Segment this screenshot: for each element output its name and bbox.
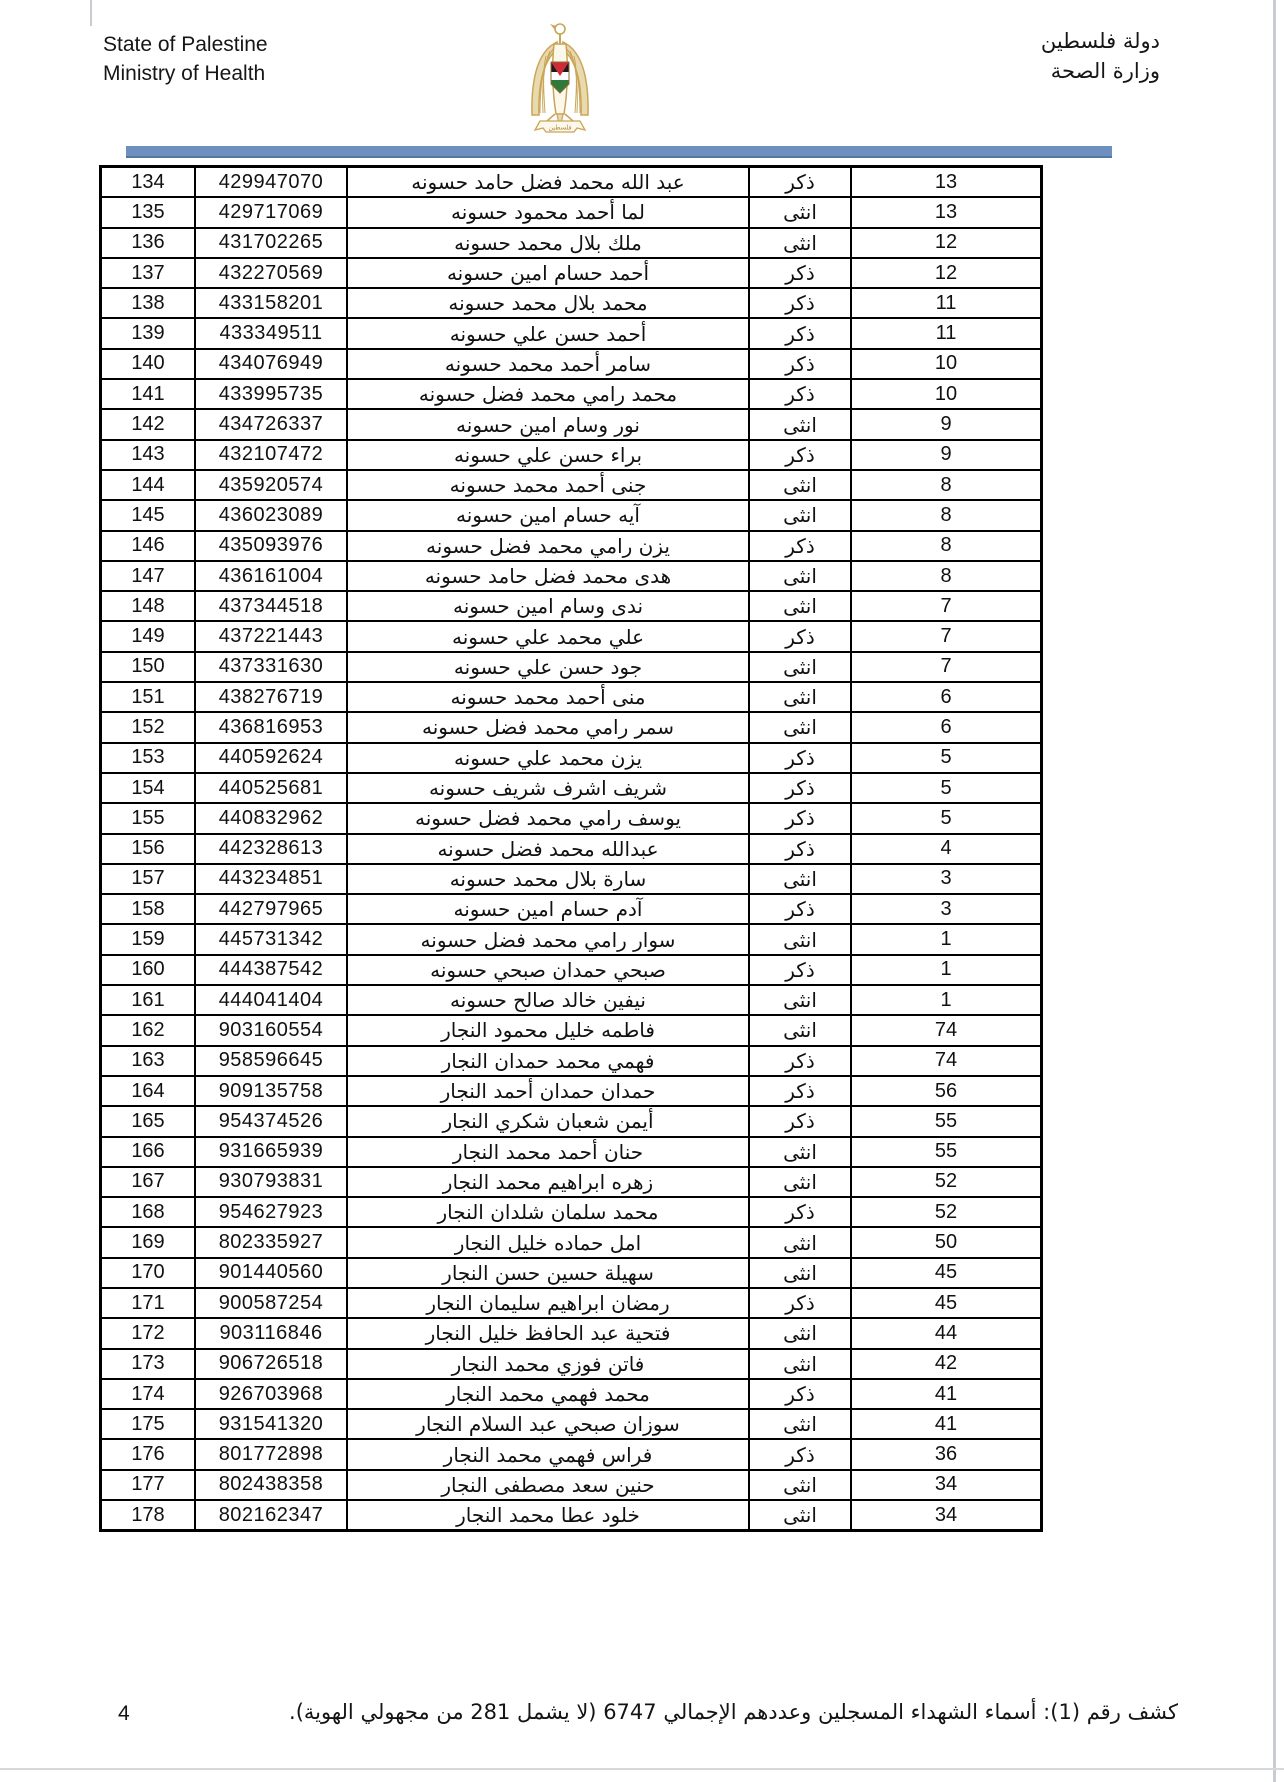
cell-age: 13 bbox=[851, 197, 1042, 227]
cell-name: صبحي حمدان صبحي حسونه bbox=[347, 955, 749, 985]
cell-row-number: 134 bbox=[101, 167, 196, 198]
cell-gender: ذكر bbox=[749, 349, 851, 379]
cell-age: 5 bbox=[851, 803, 1042, 833]
ministry-title-ar: وزارة الصحة bbox=[1050, 59, 1160, 83]
table-row bbox=[101, 955, 1042, 985]
cell-gender: انثى bbox=[749, 1500, 851, 1531]
table-row bbox=[101, 773, 1042, 803]
cell-id-number: 900587254 bbox=[195, 1288, 347, 1318]
cell-name: يزن محمد علي حسونه bbox=[347, 743, 749, 773]
cell-id-number: 930793831 bbox=[195, 1167, 347, 1197]
cell-row-number: 158 bbox=[101, 894, 196, 924]
cell-row-number: 164 bbox=[101, 1076, 196, 1106]
table-row bbox=[101, 1015, 1042, 1045]
cell-row-number: 136 bbox=[101, 228, 196, 258]
cell-gender: ذكر bbox=[749, 743, 851, 773]
table-row bbox=[101, 834, 1042, 864]
cell-gender: ذكر bbox=[749, 1197, 851, 1227]
cell-gender: انثى bbox=[749, 1167, 851, 1197]
cell-gender: ذكر bbox=[749, 773, 851, 803]
cell-name: آدم حسام امين حسونه bbox=[347, 894, 749, 924]
cell-id-number: 429717069 bbox=[195, 197, 347, 227]
cell-age: 50 bbox=[851, 1227, 1042, 1257]
cell-row-number: 167 bbox=[101, 1167, 196, 1197]
cell-age: 74 bbox=[851, 1046, 1042, 1076]
cell-gender: ذكر bbox=[749, 318, 851, 348]
table-row bbox=[101, 1046, 1042, 1076]
cell-gender: ذكر bbox=[749, 803, 851, 833]
cell-age: 9 bbox=[851, 409, 1042, 439]
cell-age: 56 bbox=[851, 1076, 1042, 1106]
table-row bbox=[101, 1288, 1042, 1318]
cell-age: 34 bbox=[851, 1500, 1042, 1531]
cell-id-number: 433158201 bbox=[195, 288, 347, 318]
table-row bbox=[101, 1106, 1042, 1136]
cell-age: 42 bbox=[851, 1349, 1042, 1379]
table-row bbox=[101, 409, 1042, 439]
table-row bbox=[101, 167, 1042, 198]
cell-gender: ذكر bbox=[749, 1106, 851, 1136]
cell-name: ندى وسام امين حسونه bbox=[347, 591, 749, 621]
cell-gender: انثى bbox=[749, 1349, 851, 1379]
cell-id-number: 433349511 bbox=[195, 318, 347, 348]
cell-row-number: 176 bbox=[101, 1439, 196, 1469]
cell-id-number: 903160554 bbox=[195, 1015, 347, 1045]
cell-age: 7 bbox=[851, 652, 1042, 682]
cell-name: آيه حسام امين حسونه bbox=[347, 500, 749, 530]
cell-gender: ذكر bbox=[749, 955, 851, 985]
cell-row-number: 137 bbox=[101, 258, 196, 288]
cell-name: عبدالله محمد فضل حسونه bbox=[347, 834, 749, 864]
cell-gender: ذكر bbox=[749, 1379, 851, 1409]
cell-id-number: 802438358 bbox=[195, 1470, 347, 1500]
table-row bbox=[101, 228, 1042, 258]
cell-gender: ذكر bbox=[749, 258, 851, 288]
cell-name: حمدان حمدان أحمد النجار bbox=[347, 1076, 749, 1106]
cell-row-number: 170 bbox=[101, 1258, 196, 1288]
cell-age: 3 bbox=[851, 864, 1042, 894]
cell-gender: انثى bbox=[749, 591, 851, 621]
cell-id-number: 431702265 bbox=[195, 228, 347, 258]
header-english bbox=[103, 30, 268, 88]
cell-id-number: 906726518 bbox=[195, 1349, 347, 1379]
table-row bbox=[101, 288, 1042, 318]
table-row bbox=[101, 1318, 1042, 1348]
cell-id-number: 429947070 bbox=[195, 167, 347, 198]
cell-id-number: 802162347 bbox=[195, 1500, 347, 1531]
cell-row-number: 141 bbox=[101, 379, 196, 409]
cell-id-number: 909135758 bbox=[195, 1076, 347, 1106]
table-row bbox=[101, 1379, 1042, 1409]
cell-gender: انثى bbox=[749, 197, 851, 227]
table-row bbox=[101, 1197, 1042, 1227]
cell-gender: انثى bbox=[749, 1318, 851, 1348]
cell-row-number: 150 bbox=[101, 652, 196, 682]
cell-id-number: 443234851 bbox=[195, 864, 347, 894]
martyrs-table bbox=[99, 165, 1043, 1532]
table-row bbox=[101, 379, 1042, 409]
cell-gender: ذكر bbox=[749, 1439, 851, 1469]
cell-id-number: 436816953 bbox=[195, 712, 347, 742]
cell-id-number: 436023089 bbox=[195, 500, 347, 530]
cell-age: 4 bbox=[851, 834, 1042, 864]
cell-age: 41 bbox=[851, 1379, 1042, 1409]
cell-row-number: 174 bbox=[101, 1379, 196, 1409]
table-row bbox=[101, 682, 1042, 712]
cell-gender: انثى bbox=[749, 682, 851, 712]
cell-age: 55 bbox=[851, 1137, 1042, 1167]
cell-gender: ذكر bbox=[749, 1046, 851, 1076]
cell-name: شريف اشرف شريف حسونه bbox=[347, 773, 749, 803]
state-title-ar: دولة فلسطين bbox=[1040, 29, 1160, 53]
cell-age: 10 bbox=[851, 349, 1042, 379]
table-row bbox=[101, 652, 1042, 682]
cell-name: فاتن فوزي محمد النجار bbox=[347, 1349, 749, 1379]
ministry-title-en: Ministry of Health bbox=[103, 62, 266, 85]
cell-id-number: 954627923 bbox=[195, 1197, 347, 1227]
cell-age: 13 bbox=[851, 167, 1042, 198]
cell-row-number: 172 bbox=[101, 1318, 196, 1348]
cell-row-number: 159 bbox=[101, 924, 196, 954]
cell-name: محمد سلمان شلدان النجار bbox=[347, 1197, 749, 1227]
table-row bbox=[101, 470, 1042, 500]
cell-name: حنين سعد مصطفى النجار bbox=[347, 1470, 749, 1500]
cell-id-number: 438276719 bbox=[195, 682, 347, 712]
cell-id-number: 433995735 bbox=[195, 379, 347, 409]
cell-age: 7 bbox=[851, 621, 1042, 651]
cell-name: زهره ابراهيم محمد النجار bbox=[347, 1167, 749, 1197]
cell-id-number: 437331630 bbox=[195, 652, 347, 682]
cell-name: جود حسن علي حسونه bbox=[347, 652, 749, 682]
cell-row-number: 135 bbox=[101, 197, 196, 227]
cell-gender: ذكر bbox=[749, 621, 851, 651]
cell-gender: انثى bbox=[749, 1227, 851, 1257]
table-row bbox=[101, 531, 1042, 561]
cell-id-number: 931541320 bbox=[195, 1409, 347, 1439]
cell-gender: ذكر bbox=[749, 440, 851, 470]
page-edge-right bbox=[1273, 0, 1276, 1782]
cell-age: 7 bbox=[851, 591, 1042, 621]
cell-name: محمد فهمي محمد النجار bbox=[347, 1379, 749, 1409]
cell-row-number: 163 bbox=[101, 1046, 196, 1076]
cell-row-number: 178 bbox=[101, 1500, 196, 1531]
cell-name: سامر أحمد محمد حسونه bbox=[347, 349, 749, 379]
cell-row-number: 173 bbox=[101, 1349, 196, 1379]
cell-name: امل حماده خليل النجار bbox=[347, 1227, 749, 1257]
cell-id-number: 958596645 bbox=[195, 1046, 347, 1076]
cell-age: 44 bbox=[851, 1318, 1042, 1348]
cell-gender: انثى bbox=[749, 228, 851, 258]
cell-id-number: 444041404 bbox=[195, 985, 347, 1015]
divider-bar bbox=[126, 146, 1112, 158]
cell-id-number: 440592624 bbox=[195, 743, 347, 773]
table-row bbox=[101, 1137, 1042, 1167]
page-edge-bottom bbox=[0, 1768, 1284, 1770]
cell-age: 6 bbox=[851, 712, 1042, 742]
cell-name: سوار رامي محمد فضل حسونه bbox=[347, 924, 749, 954]
cell-gender: انثى bbox=[749, 652, 851, 682]
cell-row-number: 153 bbox=[101, 743, 196, 773]
cell-gender: ذكر bbox=[749, 288, 851, 318]
cell-name: أحمد حسن علي حسونه bbox=[347, 318, 749, 348]
cell-age: 34 bbox=[851, 1470, 1042, 1500]
cell-name: خلود عطا محمد النجار bbox=[347, 1500, 749, 1531]
emblem-banner-text: فلسطين bbox=[548, 123, 572, 132]
cell-gender: ذكر bbox=[749, 894, 851, 924]
cell-id-number: 903116846 bbox=[195, 1318, 347, 1348]
cell-gender: انثى bbox=[749, 1015, 851, 1045]
cell-age: 8 bbox=[851, 470, 1042, 500]
table-row bbox=[101, 258, 1042, 288]
cell-gender: انثى bbox=[749, 1409, 851, 1439]
cell-age: 36 bbox=[851, 1439, 1042, 1469]
cell-name: نور وسام امين حسونه bbox=[347, 409, 749, 439]
cell-gender: انثى bbox=[749, 924, 851, 954]
cell-row-number: 148 bbox=[101, 591, 196, 621]
cell-row-number: 154 bbox=[101, 773, 196, 803]
page-number: 4 bbox=[118, 1702, 130, 1725]
cell-id-number: 954374526 bbox=[195, 1106, 347, 1136]
cell-id-number: 432270569 bbox=[195, 258, 347, 288]
table-row bbox=[101, 894, 1042, 924]
cell-gender: انثى bbox=[749, 1137, 851, 1167]
cell-age: 52 bbox=[851, 1197, 1042, 1227]
cell-row-number: 156 bbox=[101, 834, 196, 864]
cell-name: أيمن شعبان شكري النجار bbox=[347, 1106, 749, 1136]
cell-age: 5 bbox=[851, 743, 1042, 773]
cell-name: براء حسن علي حسونه bbox=[347, 440, 749, 470]
cell-id-number: 440525681 bbox=[195, 773, 347, 803]
table-row bbox=[101, 1167, 1042, 1197]
cell-row-number: 149 bbox=[101, 621, 196, 651]
cell-id-number: 434076949 bbox=[195, 349, 347, 379]
cell-row-number: 146 bbox=[101, 531, 196, 561]
cell-id-number: 434726337 bbox=[195, 409, 347, 439]
cell-id-number: 435920574 bbox=[195, 470, 347, 500]
table-row bbox=[101, 1076, 1042, 1106]
table-row bbox=[101, 1258, 1042, 1288]
cell-age: 41 bbox=[851, 1409, 1042, 1439]
state-title-en: State of Palestine bbox=[103, 33, 268, 56]
cell-name: فتحية عبد الحافظ خليل النجار bbox=[347, 1318, 749, 1348]
cell-gender: ذكر bbox=[749, 531, 851, 561]
cell-id-number: 444387542 bbox=[195, 955, 347, 985]
footer-note: كشف رقم (1): أسماء الشهداء المسجلين وعددهم الإجمالي 6747 (لا يشمل 281 من مجهولي الهوية). bbox=[289, 1700, 1178, 1724]
cell-id-number: 436161004 bbox=[195, 561, 347, 591]
cell-name: عبد الله محمد فضل حامد حسونه bbox=[347, 167, 749, 198]
cell-age: 12 bbox=[851, 258, 1042, 288]
table-row bbox=[101, 197, 1042, 227]
table-row bbox=[101, 591, 1042, 621]
cell-row-number: 152 bbox=[101, 712, 196, 742]
cell-name: يوسف رامي محمد فضل حسونه bbox=[347, 803, 749, 833]
table-row bbox=[101, 621, 1042, 651]
table-row bbox=[101, 440, 1042, 470]
table-row bbox=[101, 1409, 1042, 1439]
cell-row-number: 139 bbox=[101, 318, 196, 348]
cell-name: علي محمد علي حسونه bbox=[347, 621, 749, 651]
cell-name: منى أحمد محمد حسونه bbox=[347, 682, 749, 712]
cell-age: 55 bbox=[851, 1106, 1042, 1136]
cell-age: 3 bbox=[851, 894, 1042, 924]
table-row bbox=[101, 712, 1042, 742]
cell-row-number: 155 bbox=[101, 803, 196, 833]
cell-age: 1 bbox=[851, 985, 1042, 1015]
palestine-eagle-emblem-icon bbox=[518, 18, 602, 138]
cell-gender: انثى bbox=[749, 470, 851, 500]
cell-name: حنان أحمد محمد النجار bbox=[347, 1137, 749, 1167]
cell-id-number: 437221443 bbox=[195, 621, 347, 651]
cell-age: 11 bbox=[851, 288, 1042, 318]
table-row bbox=[101, 349, 1042, 379]
cell-row-number: 168 bbox=[101, 1197, 196, 1227]
cell-name: جنى أحمد محمد حسونه bbox=[347, 470, 749, 500]
cell-row-number: 171 bbox=[101, 1288, 196, 1318]
table-row bbox=[101, 318, 1042, 348]
cell-id-number: 445731342 bbox=[195, 924, 347, 954]
cell-name: فاطمه خليل محمود النجار bbox=[347, 1015, 749, 1045]
table-row bbox=[101, 743, 1042, 773]
cell-gender: انثى bbox=[749, 409, 851, 439]
cell-gender: ذكر bbox=[749, 167, 851, 198]
cell-name: سارة بلال محمد حسونه bbox=[347, 864, 749, 894]
cell-gender: ذكر bbox=[749, 379, 851, 409]
cell-row-number: 160 bbox=[101, 955, 196, 985]
cell-name: سهيلة حسين حسن النجار bbox=[347, 1258, 749, 1288]
cell-gender: انثى bbox=[749, 985, 851, 1015]
table-row bbox=[101, 1470, 1042, 1500]
cell-row-number: 166 bbox=[101, 1137, 196, 1167]
table-row bbox=[101, 1500, 1042, 1531]
cell-row-number: 145 bbox=[101, 500, 196, 530]
cell-age: 74 bbox=[851, 1015, 1042, 1045]
cell-row-number: 157 bbox=[101, 864, 196, 894]
cell-age: 10 bbox=[851, 379, 1042, 409]
cell-name: لما أحمد محمود حسونه bbox=[347, 197, 749, 227]
cell-name: فراس فهمي محمد النجار bbox=[347, 1439, 749, 1469]
cell-row-number: 142 bbox=[101, 409, 196, 439]
cell-id-number: 931665939 bbox=[195, 1137, 347, 1167]
cell-name: نيفين خالد صالح حسونه bbox=[347, 985, 749, 1015]
cell-gender: ذكر bbox=[749, 834, 851, 864]
cell-name: ملك بلال محمد حسونه bbox=[347, 228, 749, 258]
cell-age: 45 bbox=[851, 1288, 1042, 1318]
cell-row-number: 162 bbox=[101, 1015, 196, 1045]
cell-id-number: 926703968 bbox=[195, 1379, 347, 1409]
page-edge-corner bbox=[90, 0, 92, 26]
table-row bbox=[101, 1349, 1042, 1379]
cell-name: محمد بلال محمد حسونه bbox=[347, 288, 749, 318]
cell-age: 8 bbox=[851, 500, 1042, 530]
cell-gender: انثى bbox=[749, 1470, 851, 1500]
cell-id-number: 435093976 bbox=[195, 531, 347, 561]
cell-gender: ذكر bbox=[749, 1288, 851, 1318]
cell-age: 11 bbox=[851, 318, 1042, 348]
cell-name: فهمي محمد حمدان النجار bbox=[347, 1046, 749, 1076]
cell-age: 8 bbox=[851, 561, 1042, 591]
cell-gender: ذكر bbox=[749, 1076, 851, 1106]
cell-name: محمد رامي محمد فضل حسونه bbox=[347, 379, 749, 409]
table-row bbox=[101, 561, 1042, 591]
cell-row-number: 143 bbox=[101, 440, 196, 470]
cell-age: 1 bbox=[851, 955, 1042, 985]
cell-id-number: 442328613 bbox=[195, 834, 347, 864]
cell-row-number: 138 bbox=[101, 288, 196, 318]
cell-name: أحمد حسام امين حسونه bbox=[347, 258, 749, 288]
table-row bbox=[101, 864, 1042, 894]
cell-gender: انثى bbox=[749, 712, 851, 742]
cell-age: 8 bbox=[851, 531, 1042, 561]
cell-name: سمر رامي محمد فضل حسونه bbox=[347, 712, 749, 742]
cell-age: 52 bbox=[851, 1167, 1042, 1197]
cell-id-number: 440832962 bbox=[195, 803, 347, 833]
cell-id-number: 901440560 bbox=[195, 1258, 347, 1288]
cell-id-number: 801772898 bbox=[195, 1439, 347, 1469]
table-row bbox=[101, 985, 1042, 1015]
cell-gender: انثى bbox=[749, 500, 851, 530]
cell-row-number: 161 bbox=[101, 985, 196, 1015]
cell-age: 45 bbox=[851, 1258, 1042, 1288]
cell-row-number: 147 bbox=[101, 561, 196, 591]
cell-gender: انثى bbox=[749, 864, 851, 894]
cell-row-number: 144 bbox=[101, 470, 196, 500]
table-row bbox=[101, 803, 1042, 833]
cell-row-number: 175 bbox=[101, 1409, 196, 1439]
table-row bbox=[101, 500, 1042, 530]
cell-id-number: 802335927 bbox=[195, 1227, 347, 1257]
cell-name: يزن رامي محمد فضل حسونه bbox=[347, 531, 749, 561]
cell-age: 12 bbox=[851, 228, 1042, 258]
cell-gender: انثى bbox=[749, 561, 851, 591]
cell-row-number: 165 bbox=[101, 1106, 196, 1136]
cell-age: 9 bbox=[851, 440, 1042, 470]
cell-age: 5 bbox=[851, 773, 1042, 803]
cell-id-number: 437344518 bbox=[195, 591, 347, 621]
table-row bbox=[101, 924, 1042, 954]
cell-name: رمضان ابراهيم سليمان النجار bbox=[347, 1288, 749, 1318]
cell-row-number: 177 bbox=[101, 1470, 196, 1500]
cell-name: سوزان صبحي عبد السلام النجار bbox=[347, 1409, 749, 1439]
table-row bbox=[101, 1439, 1042, 1469]
header-arabic bbox=[1041, 26, 1160, 86]
cell-age: 1 bbox=[851, 924, 1042, 954]
cell-id-number: 442797965 bbox=[195, 894, 347, 924]
cell-age: 6 bbox=[851, 682, 1042, 712]
cell-name: هدى محمد فضل حامد حسونه bbox=[347, 561, 749, 591]
table-row bbox=[101, 1227, 1042, 1257]
cell-row-number: 151 bbox=[101, 682, 196, 712]
cell-gender: انثى bbox=[749, 1258, 851, 1288]
cell-id-number: 432107472 bbox=[195, 440, 347, 470]
cell-row-number: 140 bbox=[101, 349, 196, 379]
cell-row-number: 169 bbox=[101, 1227, 196, 1257]
